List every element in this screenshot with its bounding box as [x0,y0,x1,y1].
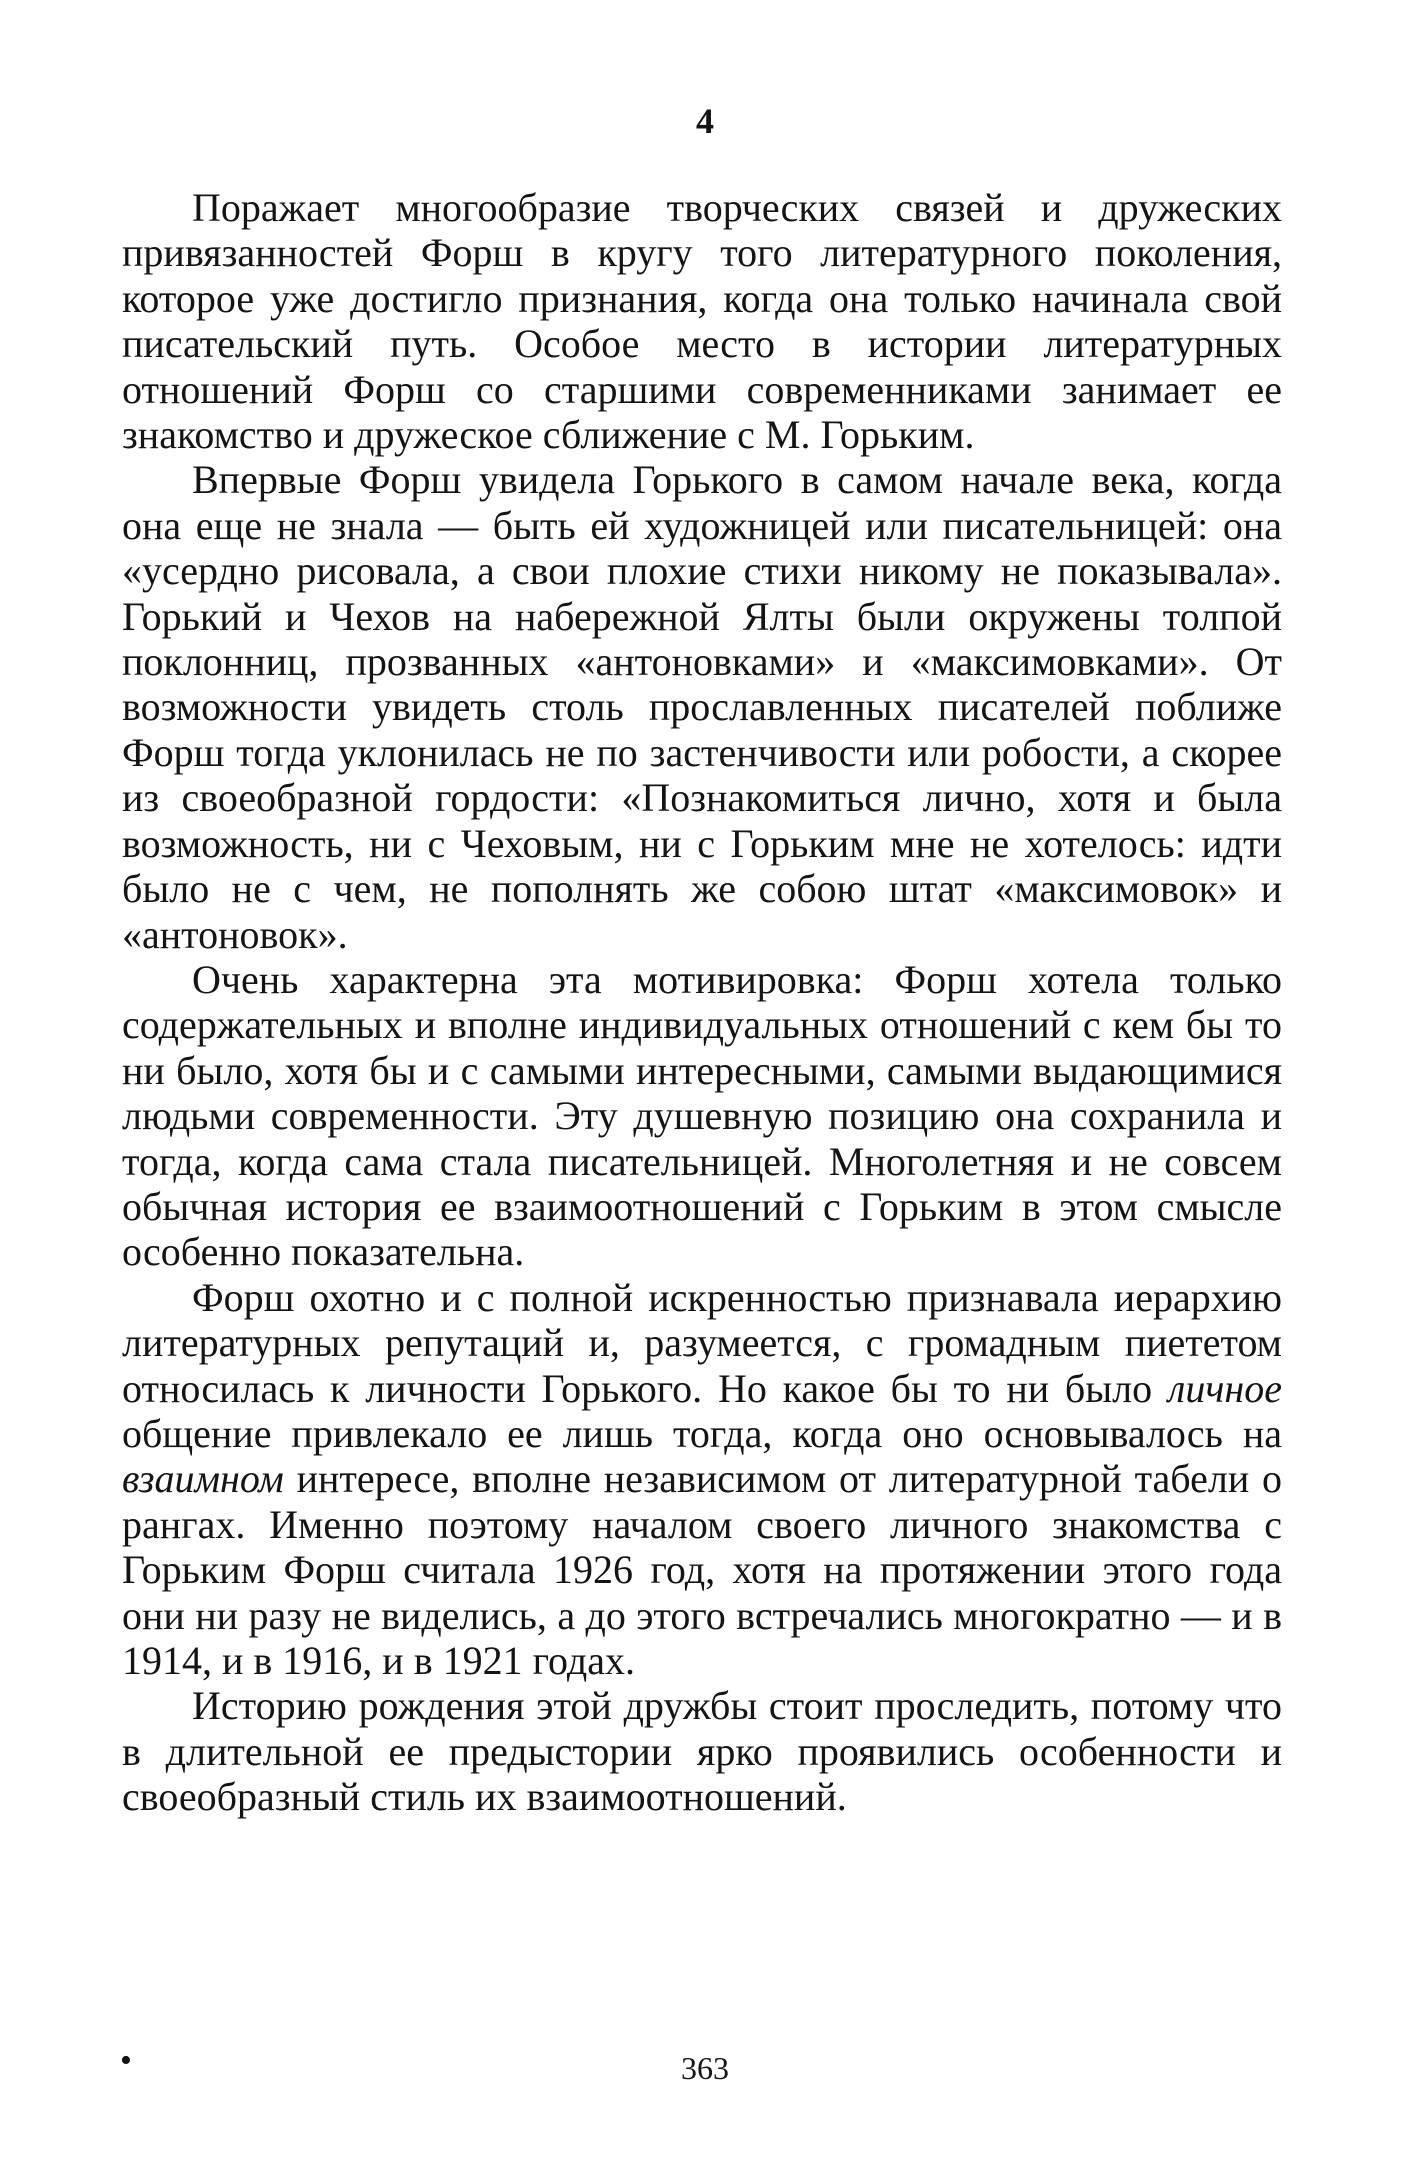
paragraph [122,457,1282,956]
page-number: 363 [681,2050,729,2086]
paragraph-text: Очень характерна эта мотивировка: Форш хотела только содержательных и вполне индивидуальных отношений с кем бы то ни было, хотя бы и с самыми интересными, самыми выдающимися людьми современности. Эту душевную позицию она сохранила и тогда, когда сама стала писательницей. Многолетняя и не совсем обычная история ее взаимоотношений с Горьким в этом смысле особенно показательна. [122,956,1282,1275]
section-number: 4 [696,101,714,141]
signature-mark: • [120,2042,132,2079]
paragraph-text: Поражает многообразие творческих связей и дружеских привязанностей Форш в кругу того литературного поколения, которое уже достигло признания, когда она только начинала свой писательский путь. Особое место в истории литературных отношений Форш со старшими современниками занимает ее знакомство и дружеское сближение с М. Горьким. [122,185,1282,458]
italic-text: личное [1167,1365,1282,1411]
paragraph-text: интересе, вполне независимом от литературной табели о рангах. Именно поэтому началом своего личного знакомства с Горьким Форш считала 1926 год, хотя на протяжении этого года они ни разу не виделись, а до этого встречались многократно — и в 1914, и в 1916, и в 1921 годах. [122,1456,1282,1683]
paragraph-text: Впервые Форш увидела Горького в самом начале века, когда она еще не знала — быть ей художницей или писательницей: она «усердно рисовала, а свои плохие стихи никому не показывала». Горький и Чехов на набережной Ялты были окружены толпой поклонниц, прозванных «антоновками» и «максимовками». От возможности увидеть столь прославленных писателей поближе Форш тогда уклонилась не по застенчивости или робости, а скорее из своеобразной гордости: «Познакомиться лично, хотя и была возможность, ни с Чеховым, ни с Горьким мне не хотелось: идти было не с чем, не пополнять же собою штат «максимовок» и «антоновок». [122,457,1282,957]
paragraph [122,1275,1282,1684]
paragraph [122,1683,1282,1819]
italic-text: взаимном [122,1456,284,1502]
paragraph [122,185,1282,457]
body-text [122,185,1282,1820]
paragraph [122,957,1282,1275]
paragraph-text: Историю рождения этой дружбы стоит проследить, потому что в длительной ее предыстории ярко проявились особенности и своеобразный стиль их взаимоотношений. [122,1683,1282,1820]
paragraph-text: Форш охотно и с полной искренностью признавала иерархию литературных репутаций и, разумеется, с громадным пиететом относилась к личности Горького. Но какое бы то ни было [122,1274,1282,1411]
paragraph-text: общение привлекало ее лишь тогда, когда оно основывалось на [122,1410,1282,1456]
